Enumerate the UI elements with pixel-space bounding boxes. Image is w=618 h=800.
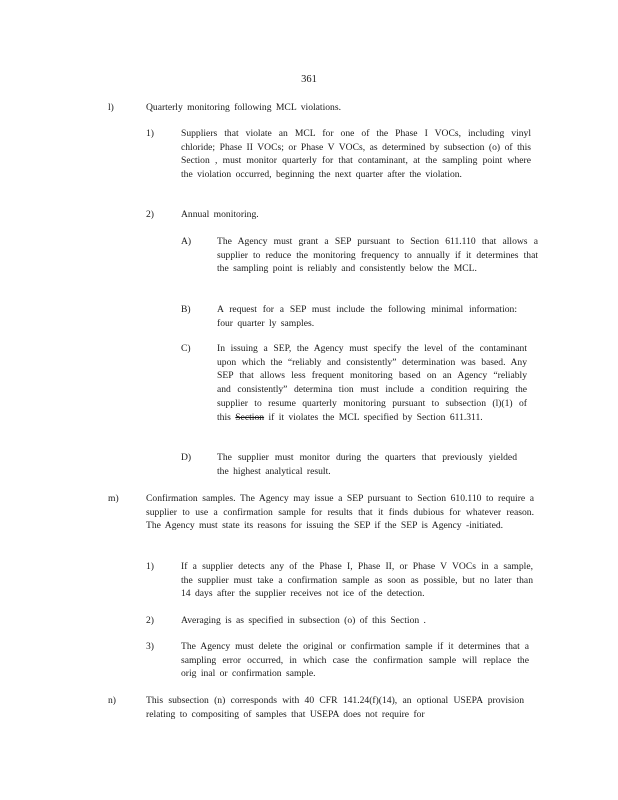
item-l2-label: 2) [146, 209, 154, 220]
item-l2D-label: D) [181, 452, 192, 463]
item-m-label: m) [108, 493, 119, 504]
page-number: 361 [301, 74, 317, 85]
item-l2C-text-a: In issuing a SEP, the Agency must specify the level of the contaminant upon which the “reliably and consistently” determination was based. Any SEP that allows less frequent monitoring based on an Agency “reliably and consistently” determina tion must include a condition requiring the supplier to resume quarterly monitoring pursuant to subsection (l)(1) of this [217, 343, 527, 423]
struck-text: Section [235, 411, 265, 423]
item-l2-heading: Annual monitoring. [181, 209, 259, 220]
item-l2A-text: The Agency must grant a SEP pursuant to Section 611.110 that allows a supplier to reduce the monitoring frequency to annually if it determines that the sampling point is reliably and consistently below the MCL. [217, 236, 538, 275]
item-m1-label: 1) [146, 561, 154, 572]
item-l2D-text: The supplier must monitor during the quarters that previously yielded the highest analytical result. [217, 452, 517, 477]
item-m2-label: 2) [146, 615, 154, 626]
item-l-label: l) [108, 102, 114, 113]
item-l1-text: Suppliers that violate an MCL for one of the Phase I VOCs, including vinyl chloride; Phase II VOCs; or Phase V VOCs, as determined by subsection (o) of this Section , must monitor quarterly for that contaminant, at the sampling point where the violation occurred, beginning the next quarter after the violation. [181, 128, 531, 181]
item-n-label: n) [108, 695, 116, 706]
item-m2-text: Averaging is as specified in subsection (o) of this Section . [181, 615, 426, 626]
item-l2B-text: A request for a SEP must include the following minimal information: four quarter ly samples. [217, 304, 517, 329]
item-l1-label: 1) [146, 128, 154, 139]
item-m1-text: If a supplier detects any of the Phase I, Phase II, or Phase V VOCs in a sample, the supplier must take a confirmation sample as soon as possible, but no later than 14 days after the supplier receives not ice of the detection. [181, 561, 533, 600]
item-l2C-text [217, 342, 527, 424]
item-l2C-text-b: if it violates the MCL specified by Section 611.311. [264, 411, 483, 423]
item-l-heading: Quarterly monitoring following MCL violations. [146, 102, 341, 113]
item-l2A-label: A) [181, 236, 192, 247]
item-n-text: This subsection (n) corresponds with 40 CFR 141.24(f)(14), an optional USEPA provision relating to compositing of samples that USEPA does not require for [146, 695, 524, 720]
item-m3-text: The Agency must delete the original or confirmation sample if it determines that a sampling error occurred, in which case the confirmation sample will replace the orig inal or confirmation sample. [181, 641, 529, 680]
item-l2B-label: B) [181, 304, 191, 315]
item-m3-label: 3) [146, 641, 154, 652]
item-m-text: Confirmation samples. The Agency may issue a SEP pursuant to Section 610.110 to require a supplier to use a confirmation sample for results that it finds dubious for whatever reason. The Agency must state its reasons for issuing the SEP if the SEP is Agency -initiated. [146, 493, 534, 532]
item-l2C-label: C) [181, 343, 191, 354]
